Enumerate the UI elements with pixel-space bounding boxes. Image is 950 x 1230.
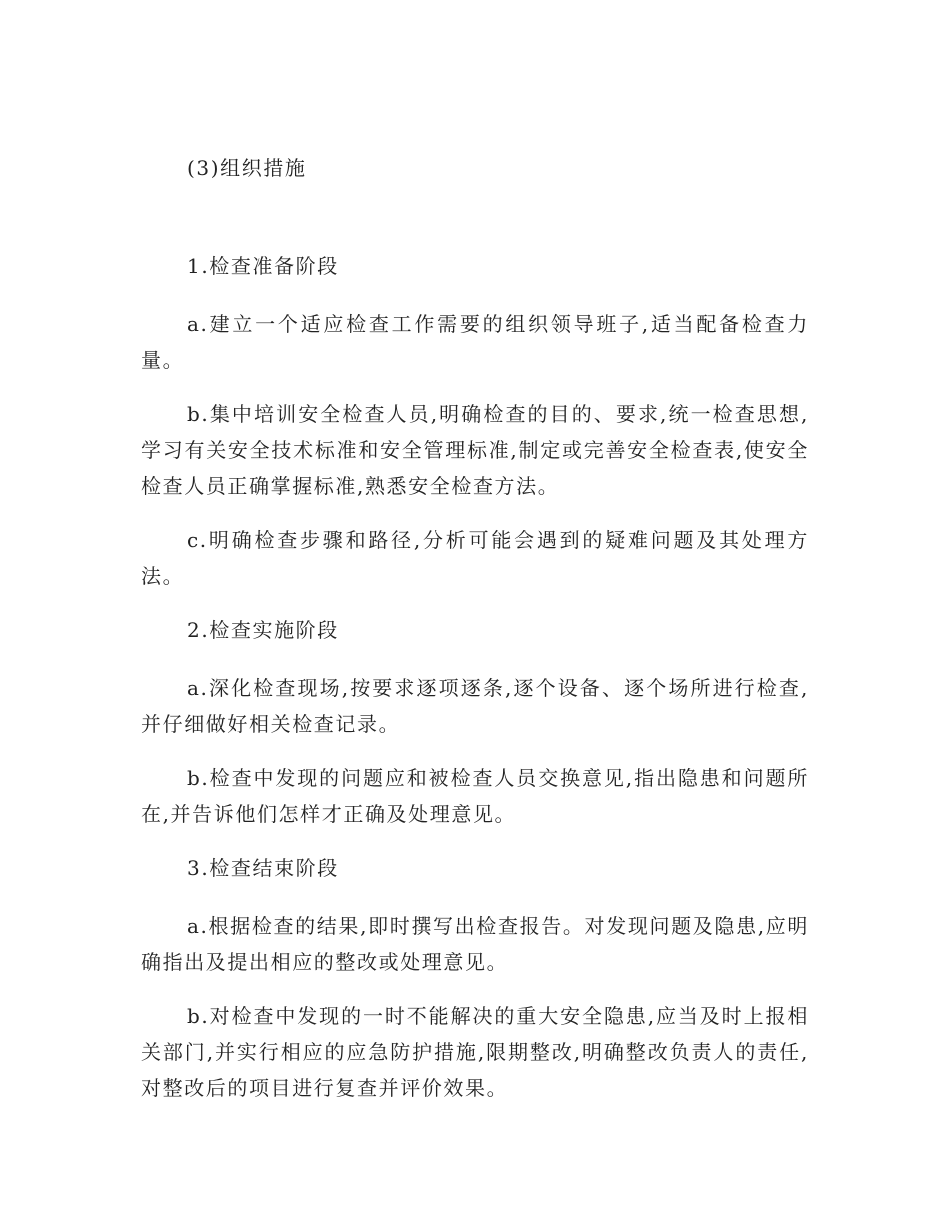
section-title: (3)组织措施 xyxy=(187,156,307,180)
stage-title: 3.检查结束阶段 xyxy=(187,856,339,880)
paragraph: b.对检查中发现的一时不能解决的重大安全隐患,应当及时上报相关部门,并实行相应的应急防护措施,限期整改,明确整改负责人的责任,对整改后的项目进行复查并评价效果。 xyxy=(141,1004,809,1100)
stage-implementation xyxy=(141,612,809,832)
paragraph: b.检查中发现的问题应和被检查人员交换意见,指出隐患和问题所在,并告诉他们怎样才正确及处理意见。 xyxy=(141,766,809,826)
paragraph: a.建立一个适应检查工作需要的组织领导班子,适当配备检查力量。 xyxy=(141,312,809,372)
paragraph: a.深化检查现场,按要求逐项逐条,逐个设备、逐个场所进行检查,并仔细做好相关检查记录。 xyxy=(141,676,809,736)
paragraph: c.明确检查步骤和路径,分析可能会遇到的疑难问题及其处理方法。 xyxy=(141,528,809,588)
paragraph: b.集中培训安全检查人员,明确检查的目的、要求,统一检查思想,学习有关安全技术标准和安全管理标准,制定或完善安全检查表,使安全检查人员正确掌握标准,熟悉安全检查方法。 xyxy=(141,402,809,498)
stage-conclusion xyxy=(141,850,809,1106)
document-body xyxy=(141,150,809,1124)
paragraph: a.根据检查的结果,即时撰写出检查报告。对发现问题及隐患,应明确指出及提出相应的整改或处理意见。 xyxy=(141,914,809,974)
stage-title: 1.检查准备阶段 xyxy=(187,254,339,278)
stage-title: 2.检查实施阶段 xyxy=(187,618,339,642)
stage-preparation xyxy=(141,248,809,594)
